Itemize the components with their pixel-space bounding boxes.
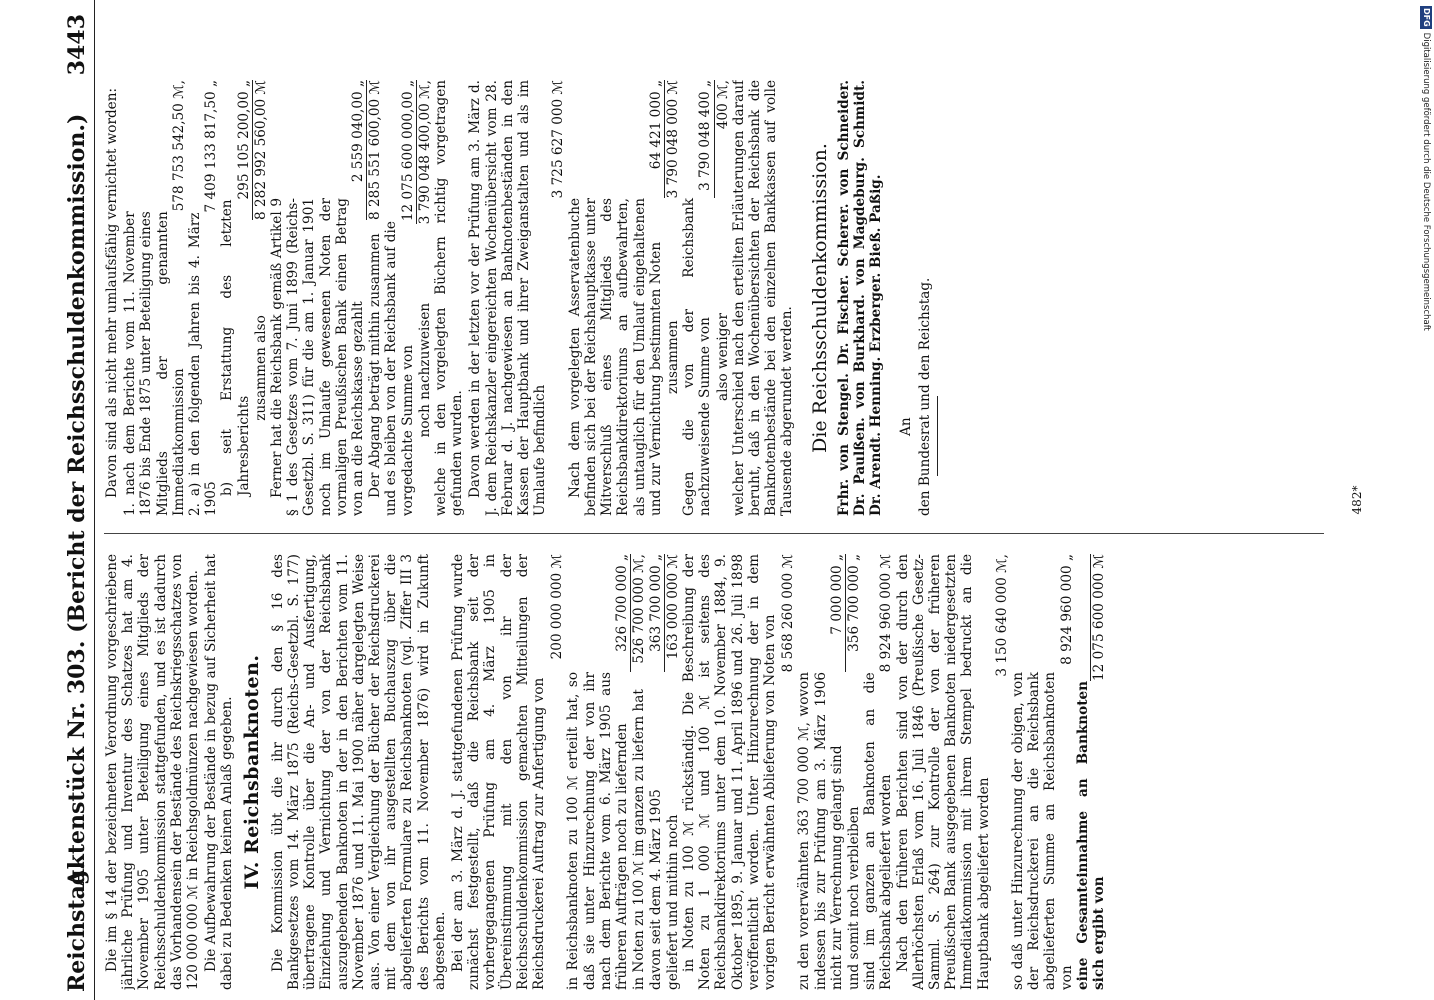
commission-title: Die Reichsschuldenkommission.: [808, 143, 831, 453]
amount: 363 700 000 „: [647, 554, 664, 652]
amount: 163 000 000 ℳ: [664, 554, 681, 672]
section-title: IV. Reichsbanknoten.: [240, 654, 263, 890]
row-label: Nach dem vorgelegten Asservatenbuche befinden sich bei der Reichshauptkasse unter Mitverschluß eines Mitglieds des Reichsbankdirektoriums an aufbewahrten, als untauglich für den Umlauf eingehaltenen und zur Vernichtung bestimmten Noten: [566, 198, 664, 516]
amount: 326 700 000 „: [614, 554, 631, 652]
amount-row: [269, 80, 366, 516]
rule: [937, 396, 938, 476]
amount: 8 285 551 600,00 ℳ: [367, 80, 384, 220]
row-label: zu den vorerwähnten 363 700 000 ℳ, wovon indessen bis zur Prüfung am 3. März 1906 nicht zur Verrechnung gelangt sind: [796, 672, 845, 990]
amount: 400 ℳ,: [714, 80, 731, 198]
row-label: so daß unter Hinzurechnung der obigen, von der Reichsdruckerei an die Reichsbank abgelieferten Summe an Reichsbanknoten von: [1009, 672, 1075, 990]
funding-note: [1418, 6, 1434, 994]
amount: 3 725 627 000 ℳ: [550, 80, 567, 199]
amount: 200 000 000 ℳ: [549, 554, 566, 660]
row-label: 1. nach dem Berichte vom 11. November 1876 bis Ende 1875 unter Beteiligung eines Mitglieds der genannten Immediatkommission: [122, 211, 187, 516]
amount: 8 282 992 560,00 ℳ: [252, 80, 269, 220]
addressee: den Bundesrat und den Reichstag.: [916, 277, 933, 516]
row-label: und es bleiben von der Reichsbank auf die vorgedachte Summe von: [383, 221, 416, 516]
dfg-logo: DFG: [1422, 8, 1431, 27]
row-label: Der Abgang beträgt mithin zusammen: [367, 233, 384, 498]
footer-page-number: 482*: [1350, 485, 1364, 515]
amount: 7 409 133 817,50 „: [203, 80, 220, 213]
paragraph: welche in den vorgelegten Büchern richtig vorgetragen gefunden wurden.: [433, 80, 466, 516]
paragraph: Nach den früheren Berichten sind von der durch den Allerhöchsten Erlaß vom 16. Juli 1846 (Preußische Gesetz-Samml. S. 264) zur Kontrolle der von der früheren Preußischen Bank ausgegebenen Banknoten niedergesetzten Immediatkommission mit ihrem Stempel bedruckt an die Hauptbank abgeliefert worden: [894, 554, 992, 990]
amount-row: [681, 80, 713, 516]
amount-row: [648, 554, 664, 990]
commission-members: Frhr. von Stengel. Dr. Fischer. Scherer. von Schneider. Dr. Paulßen. von Burkhard. von Magdeburg. Schmidt. Dr. Arendt. Henning. Erzberger. Bieß. Paßig.: [835, 80, 885, 516]
amount: 3 790 048 400 „: [697, 80, 714, 191]
row-label: eine Gesamteinnahme an Banknoten sich ergibt von: [1074, 680, 1107, 990]
amount: 3 790 048 000 ℳ: [664, 80, 681, 199]
amount-row: [714, 80, 731, 516]
amount-row: [366, 80, 383, 516]
header-title: Aktenstück Nr. 303. (Bericht der Reichsschuldenkommission.): [64, 113, 90, 887]
amount: 64 421 000 „: [647, 80, 664, 170]
row-label: zusammen also: [252, 315, 269, 421]
amount: 8 924 960 000 „: [1058, 554, 1075, 665]
row-label: davon seit dem 4. März 1905: [647, 789, 664, 990]
header-left: Reichstag.: [64, 862, 90, 992]
row-label: 2. a) in den folgenden Jahren bis 4. März 1905: [187, 212, 220, 516]
paragraph: Die Aufbewahrung der Bestände in bezug auf Sicherheit hat dabei zu Bedenken keinen Anlaß gegeben.: [203, 554, 236, 990]
total-amount: 12 075 600 000 ℳ: [1090, 554, 1107, 681]
amount-row: [664, 554, 681, 990]
amount-row: [383, 80, 415, 516]
amount-row: [845, 554, 862, 990]
amount: 12 075 600 000,00 „: [399, 80, 416, 222]
paragraph: Bei der am 3. März d. J. stattgefundenen Prüfung wurde zunächst festgestellt, daß die Reichsbank seit der vorhergegangenen Prüfung am 4. März 1905 in Übereinstimmung mit den von ihr der Reichsschuldenkommission gemachten Mitteilungen der Reichsdruckerei Auftrag zur Anfertigung von: [450, 554, 548, 990]
amount: 7 000 000 „: [828, 554, 845, 635]
row-label: also weniger: [714, 313, 731, 401]
page-number: 3443: [64, 14, 90, 76]
amount-row: [796, 554, 845, 990]
amount: 295 105 200,00 „: [235, 80, 252, 200]
amount: 3 790 048 400,00 ℳ,: [416, 80, 433, 225]
right-column: [104, 80, 1344, 516]
amount-row: [416, 80, 433, 516]
amount-row: [664, 80, 681, 516]
amount-row: [122, 80, 187, 516]
funding-note-text: Digitalisierung gefördert durch die Deutsche Forschungsgemeinschaft: [1421, 32, 1431, 331]
row-label: b) seit Erstattung des letzten Jahresberichts: [219, 199, 252, 496]
amount-row: [565, 554, 630, 990]
amount: 8 924 960 000 ℳ: [878, 554, 895, 673]
amount: 8 568 260 000 ℳ: [780, 554, 797, 673]
row-label: Gegen die von der Reichsbank nachzuweisende Summe von: [681, 198, 714, 516]
paragraph: Davon werden in der letzten vor der Prüfung am 3. März d. J. dem Reichskanzler eingereichten Wochenübersicht vom 28. Februar d. J. nachgewiesen an Banknotenbeständen in den Kassen der Hauptbank und ihrer Zweiganstalten und als im Umlaufe befindlich: [467, 80, 549, 516]
amount: 526 700 000 ℳ,: [630, 554, 647, 672]
column-divider: [104, 533, 1324, 534]
page-header: [58, 0, 95, 1000]
amount: 2 559 040,00 „: [350, 80, 367, 183]
amount-row: [219, 80, 251, 516]
row-label: sind im ganzen an Banknoten an die Reichsbank abgeliefert worden: [862, 672, 895, 990]
amount-row: [187, 80, 219, 516]
row-label: Ferner hat die Reichsbank gemäß Artikel 9 § 1 des Gesetzes vom 7. Juni 1899 (Reichs-Gesetzbl. S. 311) für die am 1. Januar 1901 noch im Umlaufe gewesenen Noten der vormaligen Preußischen Bank einen Betrag von an die Reichskasse gezahlt: [269, 198, 367, 516]
amount: 356 700 000 „: [845, 554, 862, 672]
row-label: noch nachzuweisen: [416, 302, 433, 438]
row-label: in Noten zu 100 ℳ im ganzen zu liefern hat: [631, 689, 648, 990]
row-label: zusammen: [664, 320, 681, 394]
amount-row: [1075, 554, 1107, 990]
amount-row: [862, 554, 894, 990]
amount-row: [567, 80, 664, 516]
paragraph: Davon sind als nicht mehr umlaufsfähig vernichtet worden:: [104, 87, 120, 498]
row-label: geliefert und mithin noch: [664, 814, 681, 990]
amount: 3 150 640 000 ℳ,: [993, 554, 1010, 677]
amount-row: [630, 554, 647, 990]
paragraph: welcher Unterschied nach den erteilten Erläuterungen darauf beruht, daß in den Wochenübersichten der Reichsbank die Banknotenbestände bei den einzelnen Bankkassen auf volle Tausende abgerundet werden.: [730, 80, 796, 516]
amount: 578 753 542,50 ℳ,: [170, 80, 187, 212]
row-label: in Reichsbanknoten zu 100 ℳ erteilt hat, so daß sie unter Hinzurechnung der von ihr nach dem Berichte vom 6. März 1905 aus früheren Aufträgen noch zu liefernden: [565, 672, 631, 990]
row-label: und somit noch verbleiben: [845, 806, 862, 990]
left-column: [104, 554, 1344, 990]
amount-row: [1010, 554, 1075, 990]
addressee-label: An: [898, 417, 915, 436]
paragraph: in Noten zu 100 ℳ rückständig. Die Beschreibung der Noten zu 1 000 ℳ und 100 ℳ ist seitens des Reichsbankdirektoriums unter dem 10. November 1884, 9. Oktober 1895, 9. Januar und 11. April 1896 und 26. Juli 1898 veröffentlicht worden. Unter Hinzurechnung der in dem vorigen Bericht erwähnten Ablieferung von Noten von: [680, 554, 778, 990]
amount-row: [252, 80, 269, 516]
paragraph: Die im § 14 der bezeichneten Verordnung vorgeschriebene jährliche Prüfung und Inventur des Schatzes hat am 4. November 1905 unter Beteiligung eines Mitglieds der Reichsschuldenkommission stattgefunden, und es ist dadurch das Vorhandensein der Bestände des Reichskriegsschatzes von 120 000 000 ℳ in Reichsgoldmünzen nachgewiesen worden.: [104, 554, 202, 990]
paragraph: Die Kommission übt die ihr durch den § 16 des Bankgesetzes vom 14. März 1875 (Reichs-Gesetzbl. S. 177) übertragene Kontrolle über die An- und Ausfertigung, Einziehung und Vernichtung der von der Reichsbank auszugebenden Banknoten in der in den Berichten vom 11. November 1876 und 11. Mai 1900 näher dargelegten Weise aus. Von einer Vergleichung der Bücher der Reichsdruckerei mit dem von ihr ausgestellten Buchauszug über die abgelieferten Formulare zu Reichsbanknoten (vgl. Ziffer III 3 des Berichts vom 11. November 1876) wird in Zukunft abgesehen.: [269, 554, 448, 990]
